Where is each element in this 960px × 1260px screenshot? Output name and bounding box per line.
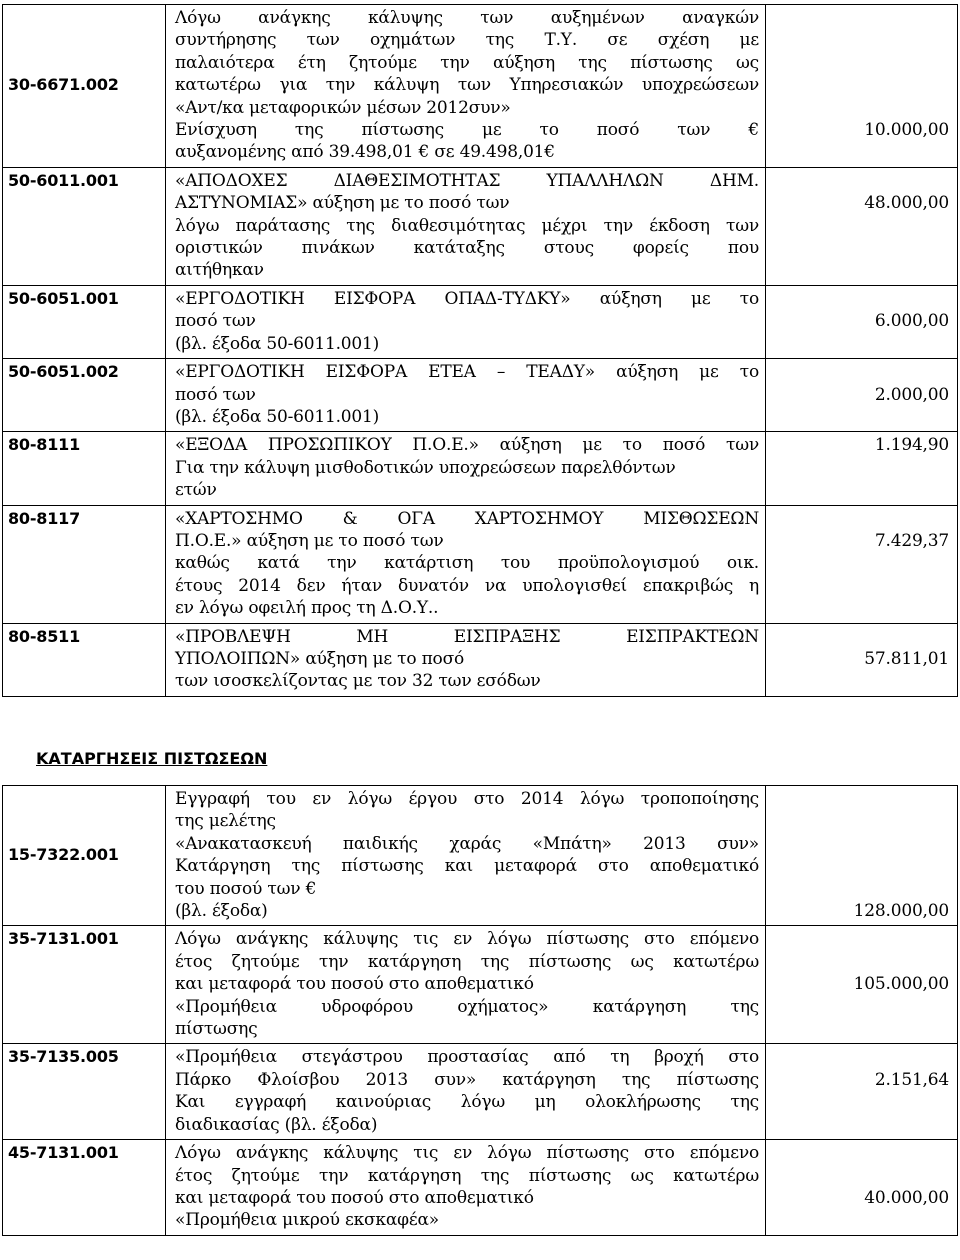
- budget-code: 80-8111: [3, 432, 166, 505]
- amount-cell: [766, 926, 958, 1044]
- amount-value: 1.194,90: [874, 435, 949, 456]
- budget-code: 35-7131.001: [3, 926, 166, 1044]
- amount-value: 40.000,00: [864, 1187, 949, 1208]
- amount-cell: [766, 285, 958, 358]
- description-line: «ΕΡΓΟΔΟΤΙΚΗ ΕΙΣΦΟΡΑ ΕΤΕΑ – ΤΕΑΔΥ» αύξηση με το: [175, 362, 759, 383]
- description-line: «ΧΑΡΤΟΣΗΜΟ & ΟΓΑ ΧΑΡΤΟΣΗΜΟΥ ΜΙΣΘΩΣΕΩΝ: [175, 508, 759, 529]
- description-line: της μελέτης: [175, 811, 276, 832]
- item-description: [166, 505, 766, 623]
- description-line: «ΕΞΟΔΑ ΠΡΟΣΩΠΙΚΟΥ Π.Ο.Ε.» αύξηση με το ποσό των: [175, 435, 759, 456]
- amount-cell: [766, 359, 958, 432]
- description-line: συντήρησης των οχημάτων της Τ.Υ. σε σχέση με: [175, 30, 759, 51]
- budget-code: 50-6011.001: [3, 167, 166, 285]
- table-row: [3, 5, 958, 168]
- item-description: [166, 623, 766, 696]
- budget-code: 80-8511: [3, 623, 166, 696]
- description-line: (βλ. έξοδα 50-6011.001): [175, 406, 380, 427]
- description-line: Εγγραφή του εν λόγω έργου στο 2014 λόγω τροποποίησης: [175, 789, 759, 809]
- table-row: [3, 167, 958, 285]
- description-line: Λόγω ανάγκης κάλυψης τις εν λόγω πίστωσης στο επόμενο: [175, 1143, 759, 1164]
- description-line: Λόγω ανάγκης κάλυψης των αυξημένων αναγκών: [175, 8, 759, 28]
- description-line: ΥΠΟΛΟΙΠΩΝ» αύξηση με το ποσό: [175, 648, 465, 669]
- description-line: λόγω παράτασης της διαθεσιμότητας μέχρι την έκδοση των: [175, 215, 759, 236]
- description-line: κατωτέρω για την κάλυψη των Υπηρεσιακών υποχρεώσεων: [175, 75, 759, 96]
- item-description: [166, 285, 766, 358]
- description-line: έτους 2014 δεν ήταν δυνατόν να υπολογισθεί επακριβώς η: [175, 575, 759, 596]
- description-line: Ενίσχυση της πίστωσης με το ποσό των €: [175, 120, 759, 141]
- description-line: Π.Ο.Ε.» αύξηση με το ποσό των: [175, 530, 444, 551]
- table-row: [3, 786, 958, 926]
- description-line: των ισοσκελίζοντας με τον 32 των εσόδων: [175, 671, 541, 692]
- description-line: Και εγγραφή καινούριας λόγω μη ολοκλήρωσης της: [175, 1092, 759, 1113]
- amount-value: 2.151,64: [874, 1069, 949, 1090]
- description-line: ετών: [175, 480, 217, 501]
- description-line: ποσό των: [175, 384, 256, 405]
- table-row: [3, 623, 958, 696]
- description-line: παλαιότερα έτη ζητούμε την αύξηση της πίστωσης ως: [175, 52, 759, 73]
- amount-value: 48.000,00: [864, 193, 949, 214]
- description-line: (βλ. έξοδα 50-6011.001): [175, 333, 380, 354]
- description-line: «ΠΡΟΒΛΕΨΗ ΜΗ ΕΙΣΠΡΑΞΗΣ ΕΙΣΠΡΑΚΤΕΩΝ: [175, 626, 759, 647]
- budget-code: 15-7322.001: [3, 786, 166, 926]
- description-line: Πάρκο Φλοίσβου 2013 συν» κατάργηση της πίστωσης: [175, 1069, 759, 1090]
- description-line: «ΑΠΟΔΟΧΕΣ ΔΙΑΘΕΣΙΜΟΤΗΤΑΣ ΥΠΑΛΛΗΛΩΝ ΔΗΜ.: [175, 170, 759, 191]
- budget-code: 30-6671.002: [3, 5, 166, 168]
- item-description: [166, 926, 766, 1044]
- description-line: καθώς κατά την κατάρτιση του προϋπολογισμού οικ.: [175, 553, 759, 574]
- budget-code: 50-6051.001: [3, 285, 166, 358]
- section-heading-abolitions: ΚΑΤΑΡΓΗΣΕΙΣ ΠΙΣΤΩΣΕΩΝ: [36, 749, 268, 768]
- description-line: και μεταφορά του ποσού στο αποθεματικό: [175, 974, 534, 995]
- amount-value: 10.000,00: [864, 120, 949, 141]
- item-description: [166, 786, 766, 926]
- amount-cell: [766, 1044, 958, 1140]
- amount-cell: [766, 5, 958, 168]
- amount-value: 2.000,00: [874, 384, 949, 405]
- amount-cell: [766, 167, 958, 285]
- amount-value: 7.429,37: [874, 530, 949, 551]
- description-line: ποσό των: [175, 311, 256, 332]
- description-line: Λόγω ανάγκης κάλυψης τις εν λόγω πίστωσης στο επόμενο: [175, 929, 759, 950]
- description-line: «Προμήθεια στεγάστρου προστασίας από τη βροχή στο: [175, 1047, 759, 1068]
- description-line: αιτήθηκαν: [175, 260, 264, 281]
- item-description: [166, 5, 766, 168]
- budget-code: 45-7131.001: [3, 1140, 166, 1236]
- item-description: [166, 432, 766, 505]
- table-row: [3, 359, 958, 432]
- item-description: [166, 359, 766, 432]
- description-line: εν λόγω οφειλή προς τη Δ.Ο.Υ..: [175, 598, 439, 619]
- amount-cell: [766, 1140, 958, 1236]
- budget-code: 50-6051.002: [3, 359, 166, 432]
- amount-cell: [766, 623, 958, 696]
- item-description: [166, 167, 766, 285]
- table-row: [3, 1044, 958, 1140]
- amount-cell: [766, 786, 958, 926]
- description-line: διαδικασίας (βλ. έξοδα): [175, 1114, 378, 1135]
- description-line: και μεταφορά του ποσού στο αποθεματικό: [175, 1187, 534, 1208]
- table-row: [3, 505, 958, 623]
- amount-cell: [766, 505, 958, 623]
- amount-value: 6.000,00: [874, 311, 949, 332]
- description-line: οριστικών πινάκων κατάταξης στους φορείς που: [175, 238, 759, 259]
- amount-cell: [766, 432, 958, 505]
- budget-code: 80-8117: [3, 505, 166, 623]
- description-line: «Ανακατασκευή παιδικής χαράς «Μπάτη» 2013 συν»: [175, 833, 759, 854]
- description-line: «Αντ/κα μεταφορικών μέσων 2012συν»: [175, 97, 511, 118]
- table-row: [3, 926, 958, 1044]
- description-line: έτος ζητούμε την κατάργηση της πίστωσης ως κατωτέρω: [175, 1165, 759, 1186]
- description-line: «Προμήθεια μικρού εκσκαφέα»: [175, 1210, 439, 1231]
- amount-value: 128.000,00: [853, 901, 949, 922]
- description-line: «ΕΡΓΟΔΟΤΙΚΗ ΕΙΣΦΟΡΑ ΟΠΑΔ-ΤΥΔΚΥ» αύξηση με το: [175, 288, 759, 309]
- table-row: [3, 1140, 958, 1236]
- item-description: [166, 1140, 766, 1236]
- budget-abolitions-table: [2, 785, 958, 1236]
- description-line: (βλ. έξοδα): [175, 901, 268, 922]
- description-line: «Προμήθεια υδροφόρου οχήματος» κατάργηση της: [175, 996, 759, 1017]
- amount-value: 57.811,01: [864, 648, 949, 669]
- description-line: ΑΣΤΥΝΟΜΙΑΣ» αύξηση με το ποσό των: [175, 193, 510, 214]
- description-line: πίστωσης: [175, 1019, 258, 1040]
- budget-increases-table: [2, 4, 958, 697]
- description-line: έτος ζητούμε την κατάργηση της πίστωσης ως κατωτέρω: [175, 951, 759, 972]
- description-line: αυξανομένης από 39.498,01 € σε 49.498,01€: [175, 142, 555, 163]
- amount-value: 105.000,00: [853, 974, 949, 995]
- description-line: Κατάργηση της πίστωσης και μεταφορά στο αποθεματικό: [175, 856, 759, 877]
- table-row: [3, 285, 958, 358]
- budget-code: 35-7135.005: [3, 1044, 166, 1140]
- table-row: [3, 432, 958, 505]
- description-line: Για την κάλυψη μισθοδοτικών υποχρεώσεων παρελθόντων: [175, 457, 676, 478]
- item-description: [166, 1044, 766, 1140]
- description-line: του ποσού των €: [175, 878, 317, 899]
